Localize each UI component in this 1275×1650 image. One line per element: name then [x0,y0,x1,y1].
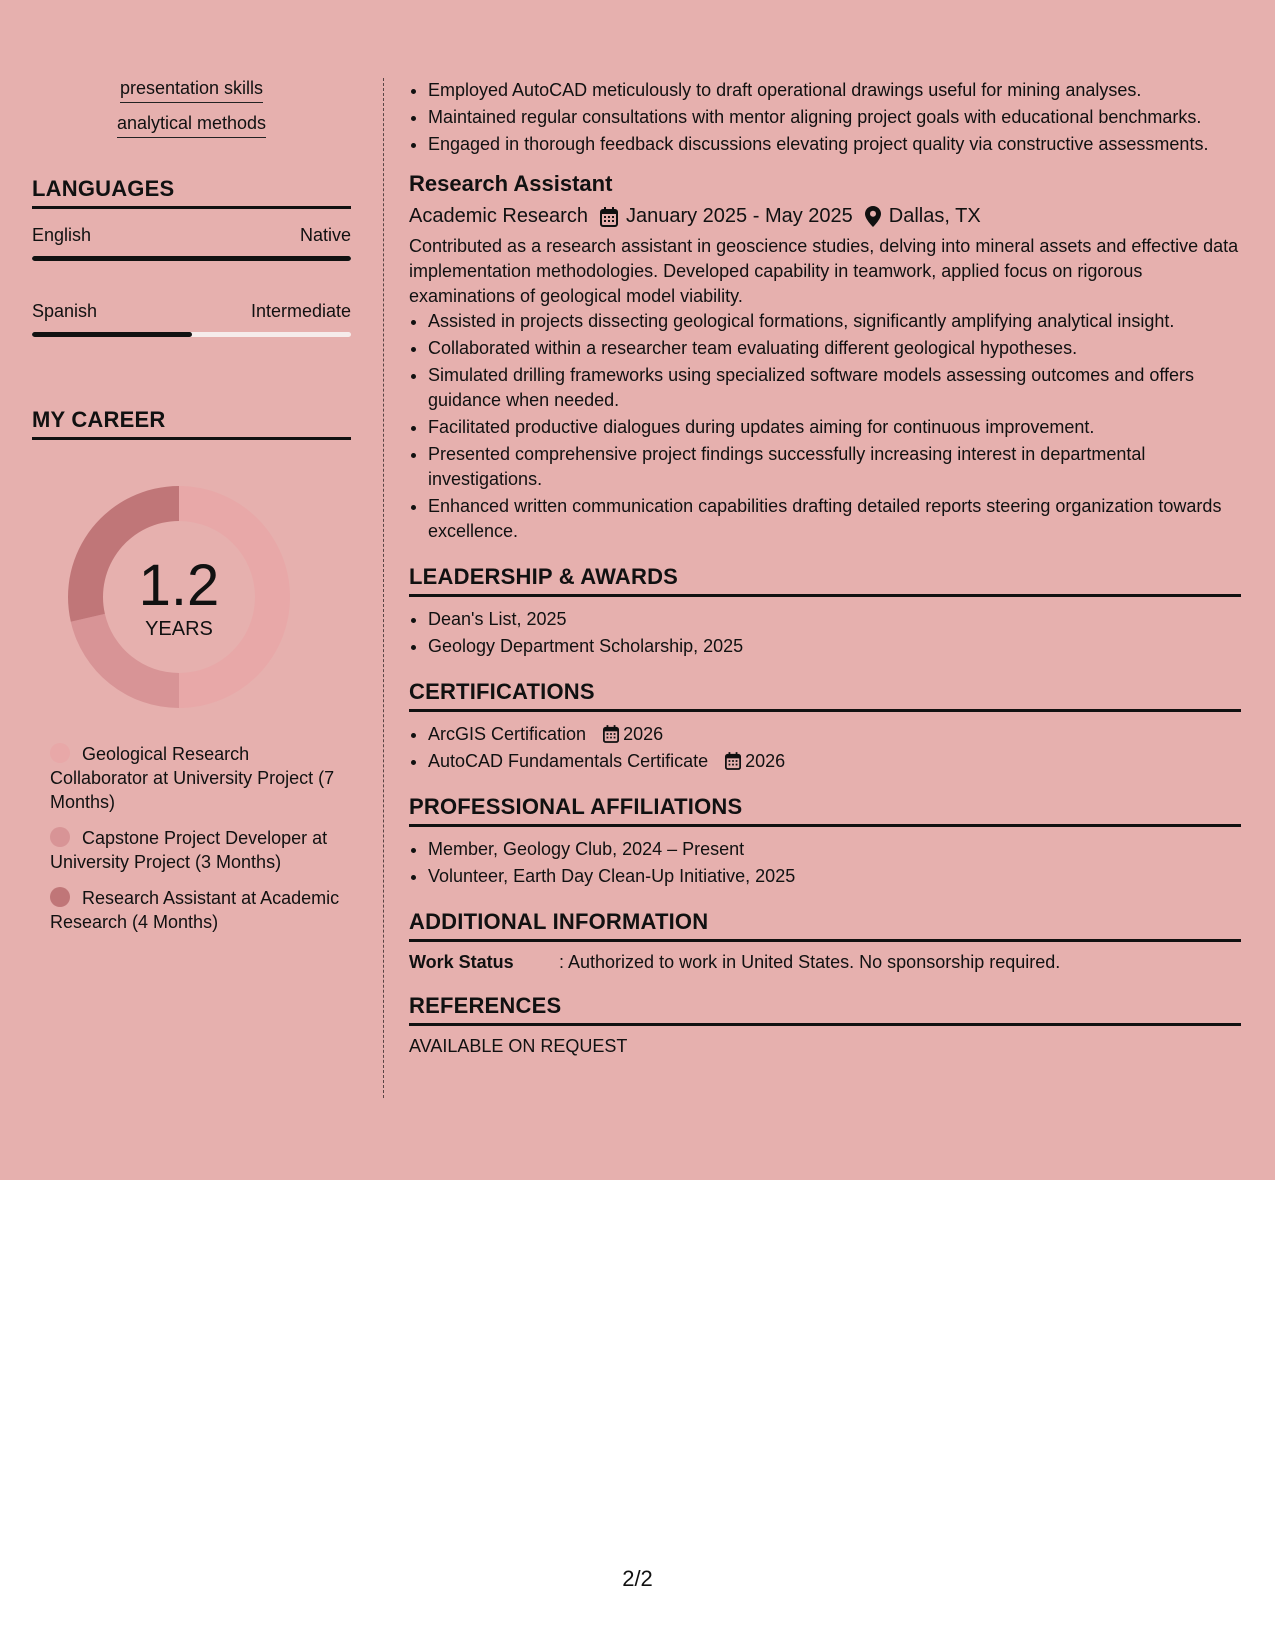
work-status-row [409,952,1241,973]
main-column [409,78,1241,1057]
skill-item: analytical methods [117,113,266,138]
calendar-icon [725,752,741,770]
legend-dot [50,743,70,763]
language-name: English [32,225,92,245]
legend-label: Geological Research Collaborator at University Project (7 Months) [50,744,335,812]
language-proficiency-bar [32,256,351,261]
references-text: AVAILABLE ON REQUEST [409,1036,628,1056]
references-heading: REFERENCES [409,993,1241,1026]
certification-year: 2026 [623,724,664,744]
job-description: Contributed as a research assistant in geoscience studies, delving into mineral assets and effective data implementation methodologies. Developed capability in teamwork, applied focus on rigorous examinations of geological model viability. [409,236,1239,306]
bullet-item: • Enhanced written communication capabilities drafting detailed reports steering organization towards excellence. [428,494,1241,544]
column-divider [383,78,384,1098]
career-donut-chart [64,482,294,712]
job-company: Academic Research [409,205,588,227]
career-unit: YEARS [145,617,213,640]
career-total-years: 1.2 [138,552,220,618]
affiliation-item: • Member, Geology Club, 2024 – Present [428,837,1241,862]
page-number: 2/2 [622,1566,653,1591]
bullet-item: • Facilitated productive dialogues during updates aiming for continuous improvement. [428,415,1241,440]
language-level: Native [299,225,351,245]
certifications-list [409,722,1241,774]
career-legend-item [50,886,351,934]
award-item: • Geology Department Scholarship, 2025 [428,634,1241,659]
bullet-item: • Collaborated within a researcher team evaluating different geological hypotheses. [428,336,1241,361]
language-proficiency-fill [32,256,351,261]
bullet-item: • Assisted in projects dissecting geological formations, significantly amplifying analytical insight. [428,309,1241,334]
career-legend [32,742,351,934]
languages-heading: LANGUAGES [32,176,351,209]
certification-name: AutoCAD Fundamentals Certificate [428,751,709,771]
affiliations-list [409,837,1241,889]
job-title: Research Assistant [409,171,613,196]
job-bullets [409,309,1241,544]
legend-dot [50,827,70,847]
language-spanish [32,301,351,337]
career-heading: MY CAREER [32,407,351,440]
language-proficiency-bar [32,332,351,337]
language-proficiency-fill [32,332,192,337]
work-status-value: : Authorized to work in United States. No sponsorship required. [559,952,1061,972]
skill-item: presentation skills [120,78,263,103]
language-level: Intermediate [250,301,351,321]
job-meta [409,205,1241,228]
leadership-heading: LEADERSHIP & AWARDS [409,564,1241,597]
job-dates: January 2025 - May 2025 [625,205,853,227]
work-status-label: Work Status [409,952,514,972]
leadership-list [409,607,1241,659]
language-name: Spanish [32,301,98,321]
additional-info-heading: ADDITIONAL INFORMATION [409,909,1241,942]
previous-job-bullets [409,78,1241,157]
certification-item [428,722,1241,747]
calendar-icon [603,725,619,743]
location-pin-icon [865,206,881,227]
calendar-icon [600,207,618,227]
affiliation-item: • Volunteer, Earth Day Clean-Up Initiative, 2025 [428,864,1241,889]
sidebar [32,78,351,946]
certification-item [428,749,1241,774]
bullet-item: • Maintained regular consultations with mentor aligning project goals with educational benchmarks. [428,105,1241,130]
career-legend-item [50,742,351,814]
bullet-item: • Presented comprehensive project findings successfully increasing interest in departmental investigations. [428,442,1241,492]
certification-year: 2026 [745,751,786,771]
certifications-heading: CERTIFICATIONS [409,679,1241,712]
job-entry [409,171,1241,544]
award-item: • Dean's List, 2025 [428,607,1241,632]
legend-label: Research Assistant at Academic Research (4 Months) [50,888,340,932]
affiliations-heading: PROFESSIONAL AFFILIATIONS [409,794,1241,827]
language-english [32,225,351,261]
career-legend-item [50,826,351,874]
job-location: Dallas, TX [888,205,981,227]
bullet-item: • Engaged in thorough feedback discussions elevating project quality via constructive assessments. [428,132,1241,157]
bullet-item: • Employed AutoCAD meticulously to draft operational drawings useful for mining analyses. [428,78,1241,103]
certification-name: ArcGIS Certification [428,724,587,744]
bullet-item: • Simulated drilling frameworks using specialized software models assessing outcomes and offers guidance when needed. [428,363,1241,413]
legend-dot [50,887,70,907]
legend-label: Capstone Project Developer at University Project (3 Months) [50,828,328,872]
